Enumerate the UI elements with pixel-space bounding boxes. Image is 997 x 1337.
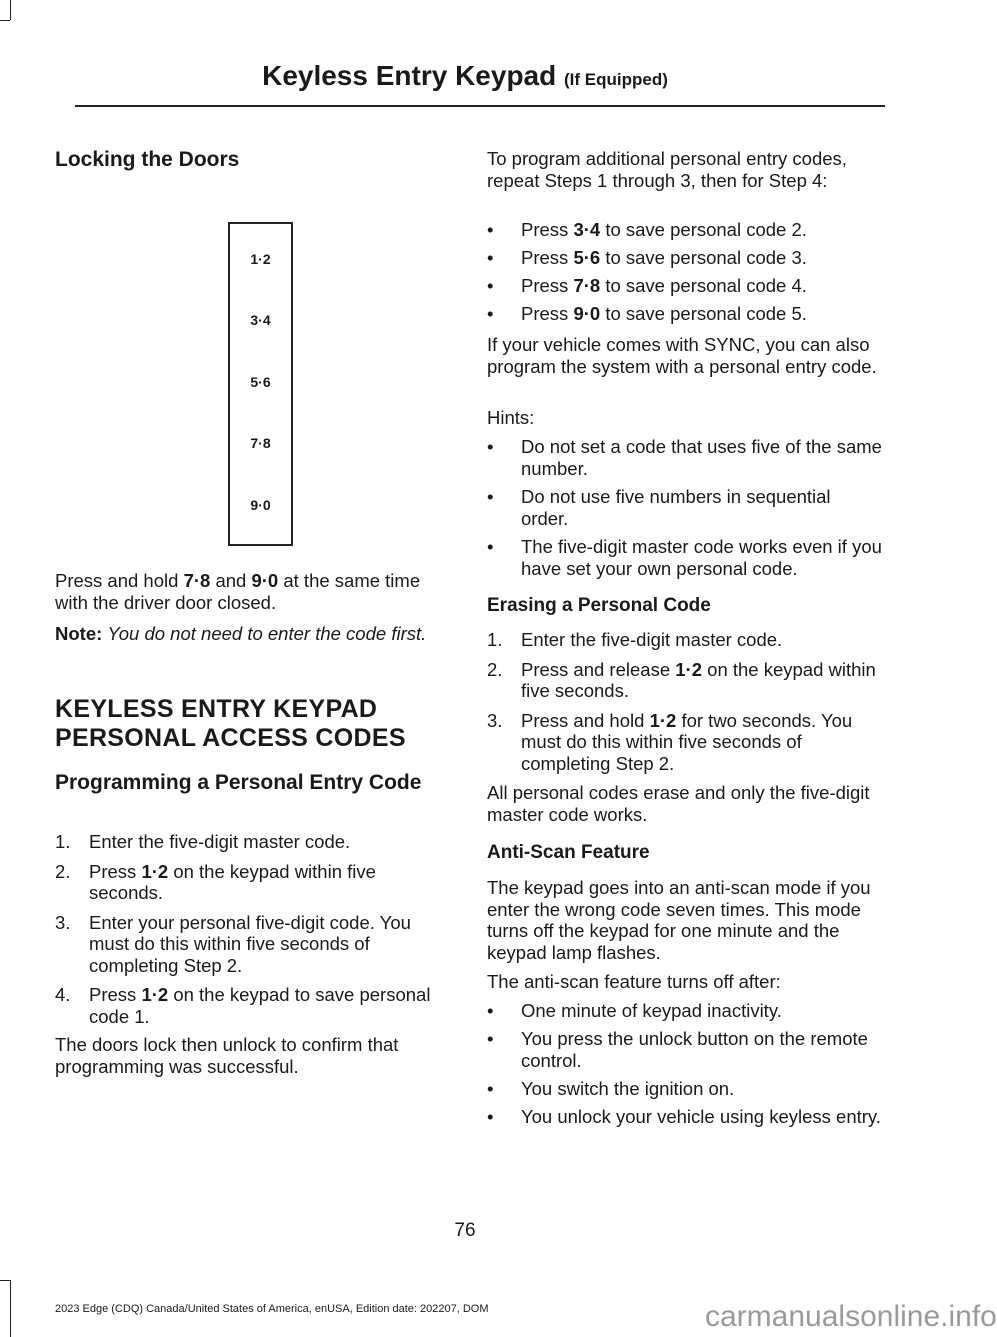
keypad-key: 7·8 [250, 435, 271, 451]
hints-label: Hints: [487, 407, 535, 428]
additional-bullets [487, 219, 882, 325]
list-item: 2. Press 1·2 on the keypad within five seconds. [55, 860, 376, 903]
list-item: 1. Enter the five-digit master code. [55, 831, 351, 852]
crop-mark [0, 1280, 10, 1281]
list-item: • One minute of keypad inactivity. [487, 1000, 782, 1021]
list-item: • You switch the ignition on. [487, 1077, 735, 1099]
additional-paragraph: To program additional personal entry codes, repeat Steps 1 through 3, then for Step 4: [487, 148, 847, 191]
list-item: • Press 5·6 to save personal code 3. [487, 247, 807, 268]
page-number: 76 [454, 1220, 476, 1241]
erasing-heading: Erasing a Personal Code [487, 595, 711, 616]
section-title: KEYLESS ENTRY KEYPAD PERSONAL ACCESS CODES [55, 695, 406, 752]
watermark: carmanualsonline.info [705, 1300, 997, 1333]
programming-heading: Programming a Personal Entry Code [55, 771, 422, 794]
header-qualifier: (If Equipped) [564, 70, 668, 89]
list-item: • Press 9·0 to save personal code 5. [487, 303, 807, 324]
crop-mark [10, 1280, 11, 1337]
crop-mark [0, 20, 10, 21]
antiscan-off-label: The anti-scan feature turns off after: [487, 971, 781, 992]
sync-paragraph: If your vehicle comes with SYNC, you can also program the system with a personal entry code. [487, 334, 877, 377]
antiscan-heading: Anti-Scan Feature [487, 842, 650, 863]
list-item: • Do not use five numbers in sequential order. [487, 486, 831, 529]
list-item: 2. Press and release 1·2 on the keypad within five seconds. [487, 658, 876, 701]
crop-mark [10, 0, 11, 20]
list-item: 3. Press and hold 1·2 for two seconds. You must do this within five seconds of completing Step 2. [487, 709, 853, 774]
footer-edition: 2023 Edge (CDQ) Canada/United States of America, enUSA, Edition date: 202207, DOM [55, 1303, 489, 1315]
list-item: • The five-digit master code works even if you have set your own personal code. [487, 536, 882, 579]
keypad-illustration [228, 222, 293, 546]
list-item: 1. Enter the five-digit master code. [487, 629, 783, 650]
programming-steps [55, 831, 450, 1027]
list-item: • You unlock your vehicle using keyless entry. [487, 1105, 881, 1127]
locking-paragraph: Press and hold 7·8 and 9·0 at the same time with the driver door closed. [55, 570, 421, 613]
header-title: Keyless Entry Keypad [262, 60, 557, 91]
hints-list [487, 436, 882, 579]
header-rule [75, 105, 885, 107]
antiscan-off-list [487, 1000, 882, 1127]
list-item: 3. Enter your personal five-digit code. You must do this within five seconds of completing Step 2. [55, 911, 411, 976]
erase-result: All personal codes erase and only the five-digit master code works. [487, 782, 870, 825]
list-item: • You press the unlock button on the remote control. [487, 1028, 868, 1071]
erase-steps [487, 629, 882, 774]
keypad-key: 1·2 [250, 251, 271, 267]
list-item: • Press 7·8 to save personal code 4. [487, 275, 807, 296]
page-header [0, 60, 930, 92]
list-item: 4. Press 1·2 on the keypad to save personal code 1. [55, 984, 431, 1027]
keypad-key: 5·6 [250, 374, 271, 390]
locking-heading: Locking the Doors [55, 148, 240, 171]
note: Note: You do not need to enter the code first. [55, 623, 427, 644]
list-item: • Press 3·4 to save personal code 2. [487, 219, 807, 240]
keypad-key: 3·4 [250, 312, 271, 328]
confirm-paragraph: The doors lock then unlock to confirm that programming was successful. [55, 1034, 399, 1077]
antiscan-paragraph: The keypad goes into an anti-scan mode if you enter the wrong code seven times. This mode turns off the keypad for one minute and the keypad lamp flashes. [487, 877, 871, 963]
list-item: • Do not set a code that uses five of the same number. [487, 436, 882, 479]
keypad-key: 9·0 [250, 497, 271, 513]
